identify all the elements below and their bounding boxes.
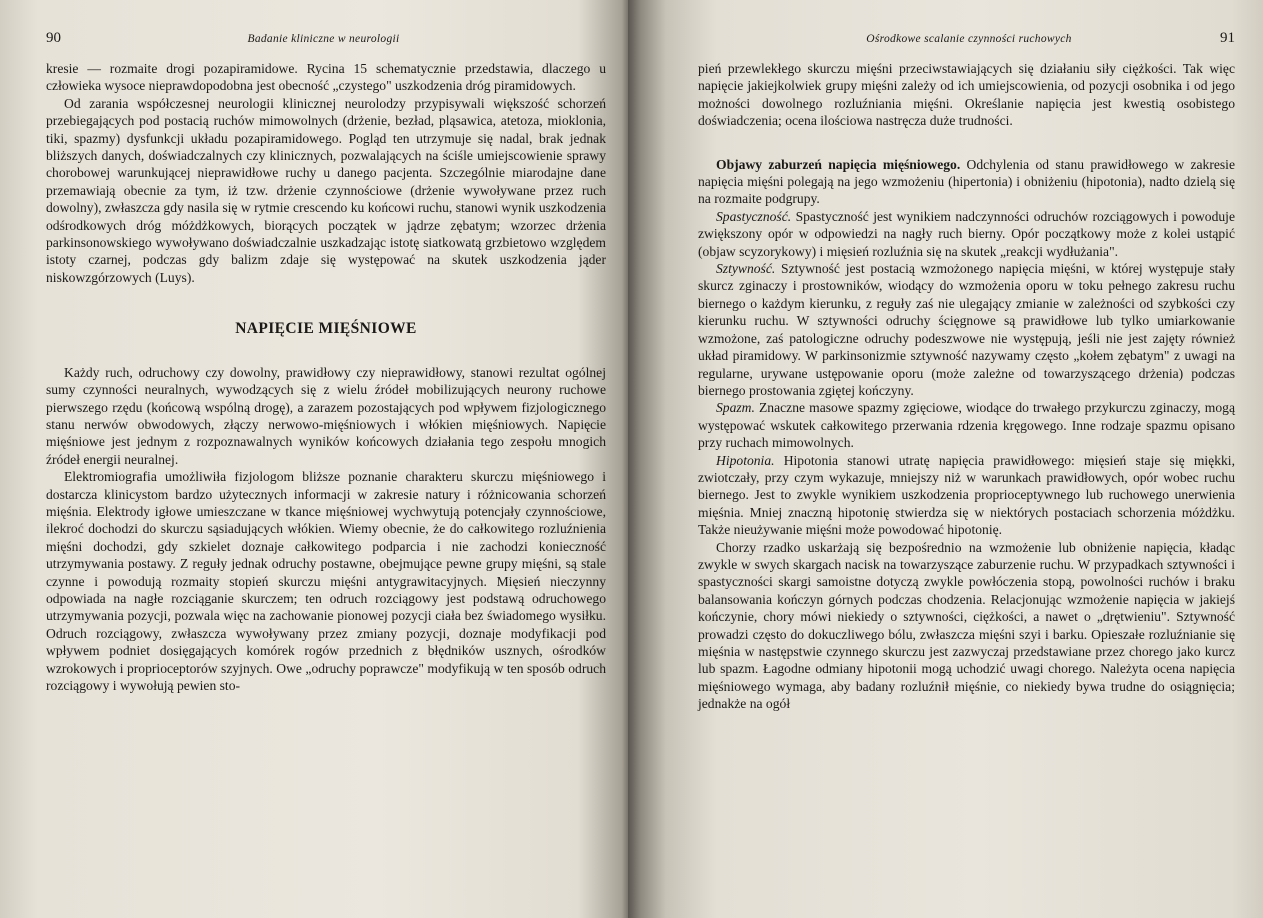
- paragraph-body: Spastyczność jest wynikiem nadczynności odruchów rozciągowych i powoduje zwiększony opór w odpowiedzi na nagły ruch bierny. Opór początkowy może z kolei ustąpić (objaw scyzorykowy) i mięsień rozluźnia się na skutek „reakcji wydłużania".: [698, 208, 1235, 259]
- right-page: [628, 0, 1263, 918]
- paragraph: Chorzy rzadko uskarżają się bezpośrednio na wzmożenie lub obniżenie napięcia, kładąc zwykle w swych skargach nacisk na towarzyszące zaburzenie ruchu. W przypadkach sztywności i spastyczności skargi samoistne dotyczą zwykle powłóczenia stopą, powolności ruchów i braku balansowania kończyn górnych podczas chodzenia. Relacjonując wzmożenie napięcia w jakiejś kończynie, chory mówi niekiedy o sztywności, ciężkości, a nawet o „drętwieniu". Sztywność prowadzi często do dokuczliwego bólu, zwłaszcza mięśni szyi i barku. Opieszałe rozluźnianie się mięśnia w następstwie czynnego skurczu jest zazwyczaj przedstawiane przez chorego jako kurcz lub spazm. Łagodne odmiany hipotonii mogą uchodzić uwagi chorego. Należyta ocena napięcia mięśniowego wymaga, aby badany rozluźnił mięśnie, co niekiedy bywa trudne do osiągnięcia; jednakże na ogół: [698, 539, 1235, 712]
- left-running-title: Badanie kliniczne w neurologii: [247, 33, 400, 45]
- paragraph: [698, 399, 1235, 451]
- paragraph-body: Sztywność jest postacią wzmożonego napięcia mięśni, w której występuje stały skurcz zginaczy i prostowników, wiodący do wzmożenia oporu w toku pełnego zakresu ruchu biernego o każdym kierunku, z reguły zaś nie ulegający zmianie w zależności od szybkości czy kierunku ruchu. W sztywności odruchy ścięgnowe są prawidłowe lub tylko umiarkowanie wzmożone, zaś patologiczne odruchy podeszwowe nie występują, jeśli nie jest zajęty również układ piramidowy. W parkinsonizmie sztywność nazywamy często „kołem zębatym" z uwagi na regularne, urywane ustępowanie oporu (może zależne od towarzyszącego drżenia) podczas biernego prostowania zgiętej kończyny.: [698, 261, 1235, 398]
- term-label: Spazm.: [716, 400, 755, 416]
- paragraph: kresie — rozmaite drogi pozapiramidowe. Rycina 15 schematycznie przedstawia, dlaczego u człowieka wysoce nieprawdopodobna jest obecność „czystego" uszkodzenia dróg piramidowych.: [46, 61, 606, 94]
- right-page-text: [698, 60, 1235, 713]
- paragraph: pień przewlekłego skurczu mięśni przeciwstawiających się działaniu siły ciężkości. Tak więc napięcie jakiejkolwiek grupy mięśni zależy od ich umiejscowienia, od pozycji osobnika i od jego możności dowolnego rozluźniania mięśni. Określanie napięcia jest kwestią osobistego doświadczenia; ocena ilościowa nastręcza duże trudności.: [698, 61, 1235, 129]
- left-page-number: 90: [46, 30, 61, 46]
- left-page: [0, 0, 628, 918]
- term-label: Spastyczność.: [716, 208, 792, 224]
- paragraph: [698, 156, 1235, 208]
- paragraph: [698, 208, 1235, 260]
- paragraph: Każdy ruch, odruchowy czy dowolny, prawidłowy czy nieprawidłowy, stanowi rezultat ogólnej sumy czynności neuralnych, wywodzących się z wielu źródeł mobilizujących neurony ruchowe pierwszego rzędu (końcową wspólną drogę), a zarazem pozostających pod wpływem fizjologicznego stanu nerwów obwodowych, złączy nerwowo-mięśniowych i włókien mięśniowych. Napięcie mięśniowe jest jednym z rozpoznawalnych wyników końcowych działania tego zespołu mnogich źródeł energii neuralnej.: [46, 364, 606, 467]
- term-label: Hipotonia.: [716, 452, 775, 468]
- left-running-header: [46, 30, 606, 60]
- paragraph: [698, 260, 1235, 399]
- paragraph: Elektromiografia umożliwiła fizjologom bliższe poznanie charakteru skurczu mięśniowego i dostarcza klinicystom bardzo użytecznych informacji w zakresie natury i różnicowania schorzeń mięśnia. Elektrody igłowe umieszczane w tkance mięśniowej wychwytują potencjały czynnościowe, ilekroć dochodzi do skurczu sąsiadujących włókien. Wiemy obecnie, że do całkowitego rozluźnienia mięśni dochodzi, gdy szkielet doznaje całkowitego podparcia i nie zachodzi konieczność utrzymywania postawy. Z reguły jednak odruchy postawne, obejmujące pewne grupy mięśni, są stale czynne i powodują rozmaity stopień skurczu mięśni antygrawitacyjnych. Mięsień nieczynny odpowiada na nagłe rozciąganie skurczem; ten odruch rozciągowy jest podstawą odruchowego utrzymywania pozycji, pozwala więc na zachowanie pionowej pozycji ciała bez świadomego wysiłku. Odruch rozciągowy, zwłaszcza wywoływany przez zmiany pozycji, doznaje modyfikacji pod wpływem podniet dosięgających komórek rogów przednich z błędników usznych, ośrodków wzrokowych i proprioceptorów szyjnych. Owe „odruchy poprawcze" modyfikują w ten sposób odruch rozciągowy i wywołują pewien sto-: [46, 469, 606, 693]
- paragraph: [698, 452, 1235, 539]
- paragraph: Od zarania współczesnej neurologii klinicznej neurolodzy przypisywali większość schorzeń przebiegających pod postacią ruchów mimowolnych (drżenie, bezład, pląsawica, atetoza, mioklonia, tiki, spazmy) dysfunkcji układu pozapiramidowego. Pogląd ten utrzymuje się nadal, brak jednak bliższych danych, doświadczalnych czy klinicznych, pozwalających na ściśle umiejscowienie sprawy chorobowej warunkującej nieprawidłowe ruchy u danego pacjenta. Szczególnie miarodajne dane przemawiają obecnie za tym, iż tzw. drżenie czynnościowe (drżenie wywoływane przez ruch dowolny), zwłaszcza gdy nasila się w rytmie crescendo ku końcowi ruchu, stanowi wynik uszkodzenia odśrodkowych dróg móżdżkowych, biorących początek w jądrze zębatym; wzorzec drżenia parkinsonowskiego wywoływano doświadczalnie uszkadzając istotę siatkowatą grzbietowo względem istoty czarnej, podczas gdy balizm zdaje się występować na skutek uszkodzenia jąder niskowzgórzowych (Luys).: [46, 95, 606, 285]
- paragraph-body: Odchylenia od stanu prawidłowego w zakresie napięcia mięśni polegają na jego wzmożeniu (hipertonia) i obniżeniu (hipotonia), nadto dzielą się na rozmaite podgrupy.: [698, 156, 1235, 207]
- paragraph-body: Znaczne masowe spazmy zgięciowe, wiodące do trwałego przykurczu zginaczy, mogą występować wskutek całkowitego przerwania rdzenia kręgowego. Inne rodzaje spazmu opisano przy ruchach mimowolnych.: [698, 400, 1235, 451]
- right-page-number: 91: [1219, 30, 1235, 46]
- right-running-title: Ośrodkowe scalanie czynności ruchowych: [866, 33, 1072, 45]
- right-running-header: [698, 30, 1235, 60]
- paragraph-body: Hipotonia stanowi utratę napięcia prawidłowego: mięsień staje się miękki, zwiotczały, przy czym wykazuje, mniejszy niż w warunkach prawidłowych, opór wobec ruchu biernego. Jest to zwykle wynikiem uszkodzenia proprioceptywnego lub ruchowego unerwienia mięśnia. Mniej znaczną hipotonię stwierdza się w niektórych postaciach schorzenia móżdżku. Także nieużywanie mięśni może powodować hipotonię.: [698, 452, 1235, 538]
- section-heading: NAPIĘCIE MIĘŚNIOWE: [235, 320, 417, 338]
- left-page-text: [46, 60, 606, 694]
- subsection-heading: Objawy zaburzeń napięcia mięśniowego.: [716, 156, 961, 172]
- term-label: Sztywność.: [716, 261, 776, 277]
